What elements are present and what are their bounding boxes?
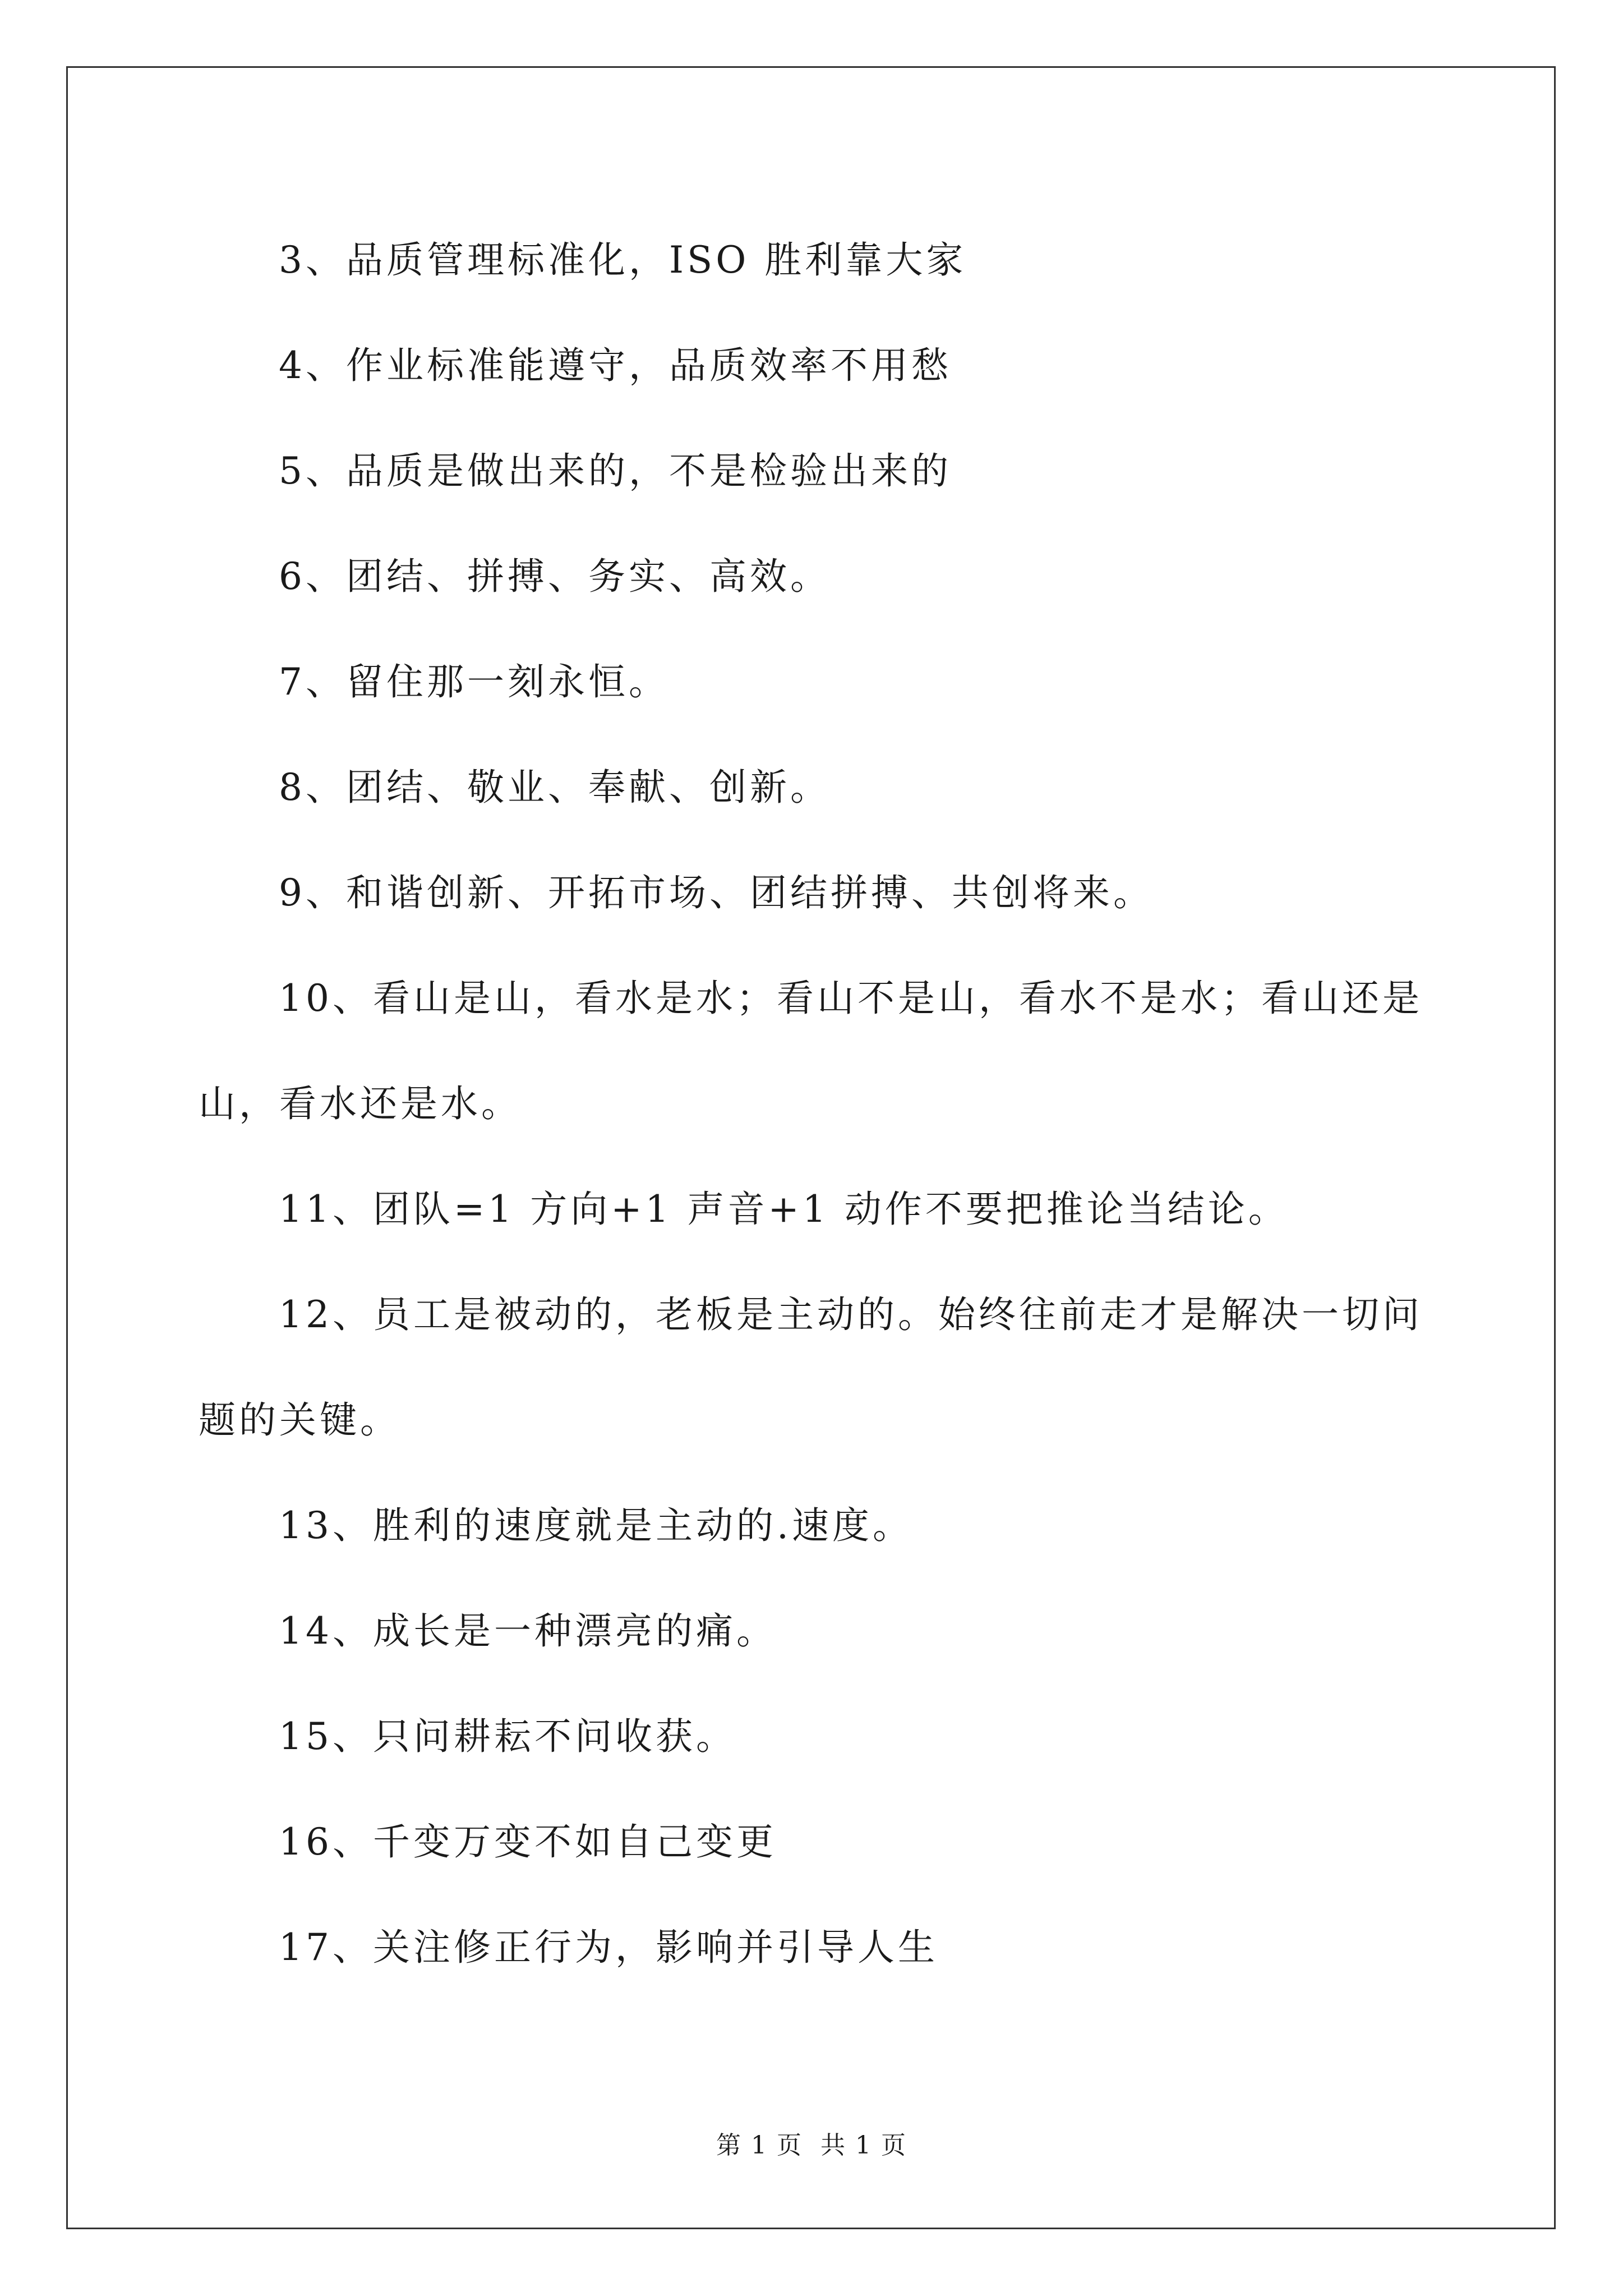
paragraph-5: 5、品质是做出来的，不是检验出来的 [279, 449, 952, 493]
paragraph-14: 14、成长是一种漂亮的痛。 [279, 1609, 777, 1653]
paragraph-3: 3、品质管理标准化，ISO 胜利靠大家 [279, 238, 967, 282]
paragraph-13: 13、胜利的速度就是主动的.速度。 [279, 1504, 913, 1547]
paragraph-10: 10、看山是山，看水是水；看山不是山，看水不是水；看山还是山，看水还是水。 [199, 977, 1423, 1125]
paragraph-17: 17、关注修正行为，影响并引导人生 [279, 1926, 938, 1969]
paragraph-11: 11、团队=1 方向+1 声音+1 动作不要把推论当结论。 [279, 1188, 1289, 1231]
paragraph-9: 9、和谐创新、开拓市场、团结拼搏、共创将来。 [279, 871, 1154, 914]
page-number-total: 共 1 页 [820, 2131, 907, 2160]
page-number-current: 第 1 页 [716, 2131, 803, 2160]
paragraph-15: 15、只问耕耘不问收获。 [279, 1715, 736, 1758]
page-footer [0, 2125, 1623, 2161]
paragraph-4: 4、作业标准能遵守，品质效率不用愁 [279, 344, 952, 387]
paragraph-6: 6、团结、拼搏、务实、高效。 [279, 555, 831, 598]
paragraph-8: 8、团结、敬业、奉献、创新。 [279, 766, 831, 809]
paragraph-16: 16、千变万变不如自己变更 [279, 1820, 777, 1864]
paragraph-12: 12、员工是被动的，老板是主动的。始终往前走才是解决一切问题的关键。 [199, 1293, 1423, 1442]
document-body [199, 208, 1432, 2000]
paragraph-7: 7、留住那一刻永恒。 [279, 660, 669, 703]
